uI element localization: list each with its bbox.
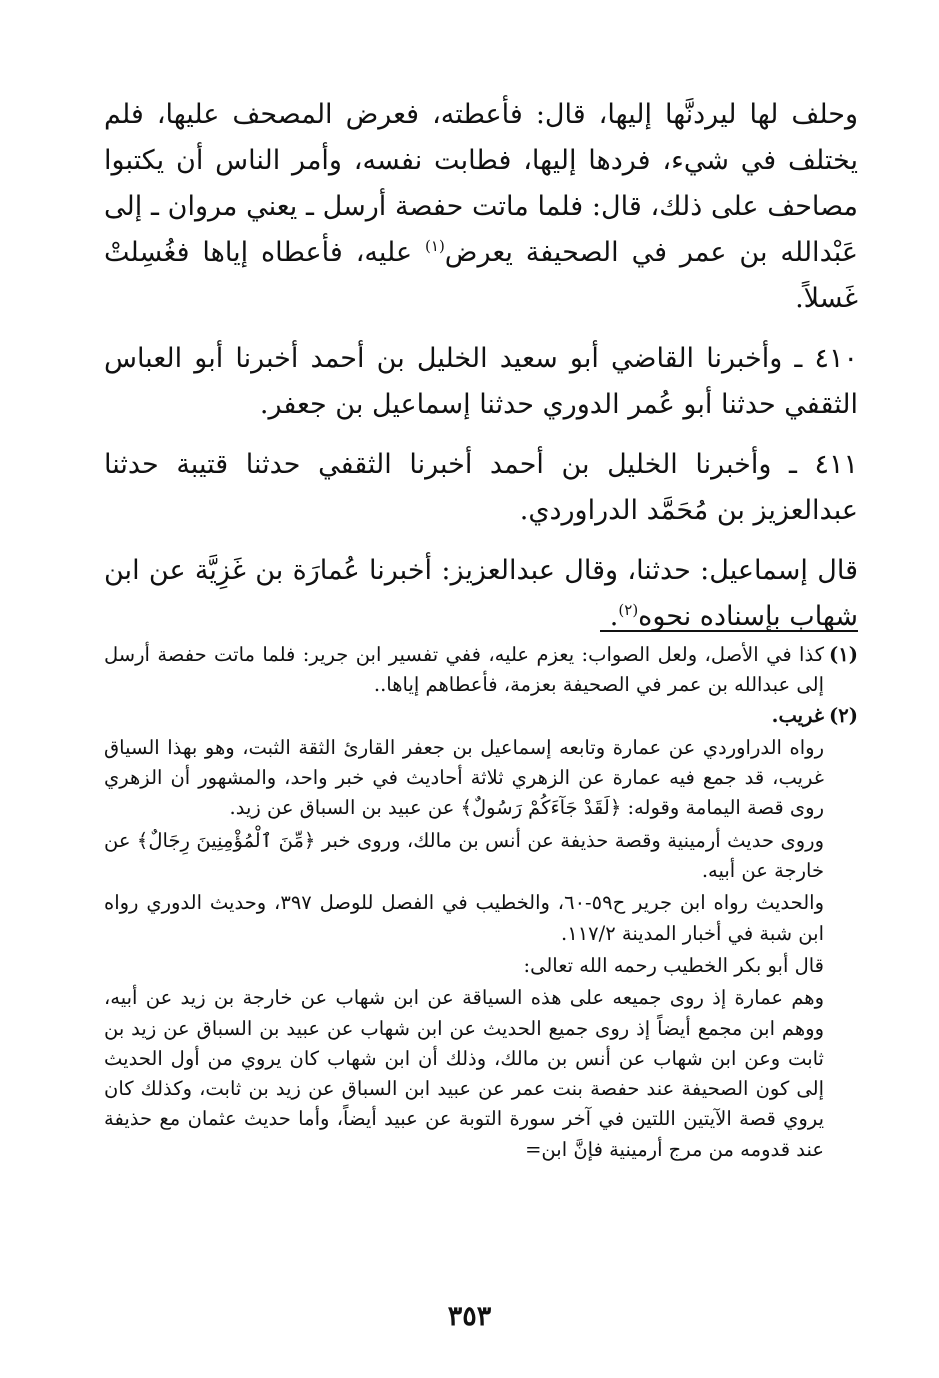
footnote-separator [600, 630, 858, 632]
footnote-ref-1[interactable]: (١) [425, 237, 445, 255]
paragraph-hadith-411: ٤١١ ـ وأخبرنا الخليل بن أحمد أخبرنا الثقفي حدثنا قتيبة حدثنا عبدالعزيز بن مُحَمَّد الدراوردي. [104, 449, 858, 526]
footnote-text: قال أبو بكر الخطيب رحمه الله تعالى: [523, 953, 824, 977]
footnote-text: وهم عمارة إذ روى جميعه على هذه السياقة عن ابن شهاب عن خارجة بن زيد عن أبيه، ووهم ابن مجمع أيضاً إذ روى جميع الحديث عن ابن شهاب عن عبيد بن السباق عن زيد بن ثابت وعن ابن شهاب عن أنس بن مالك، وذلك أن ابن شهاب كان يروي من أول الحديث إلى كون الصحيفة عند حفصة بنت عمر عن عبيد ابن السباق عن زيد بن ثابت، وكذلك كان يروي قصة الآيتين اللتين في آخر سورة التوبة عن عبيد أيضاً، وأما حديث عثمان مع حذيفة عند قدومه من مرج أرمينية فإنَّ ابن= [104, 986, 824, 1161]
page-number: ٣٥٣ [447, 1301, 492, 1332]
footnote-text: رواه الدراوردي عن عمارة وتابعه إسماعيل بن جعفر القارئ الثقة الثبت، وهو بهذا السياق غريب، قد جمع فيه عمارة عن الزهري ثلاثة أحاديث في خبر واحد، والمشهور أن الزهري روى قصة اليمامة وقوله: ﴿لَقَدْ جَآءَكُمْ رَسُولٌ﴾ عن عبيد بن السباق عن زيد. [104, 735, 824, 820]
footnote-verdict: غريب. [771, 703, 824, 727]
footnote-2 [104, 701, 858, 1165]
footnotes [104, 640, 858, 1165]
footnote-number: (٢) [829, 703, 858, 727]
footnote-text: كذا في الأصل، ولعل الصواب: يعزم عليه، ففي تفسير ابن جرير: فلما ماتت حفصة أرسل إلى عبدالله بن عمر في الصحيفة بعزمة، فأعطاهم إياها.. [104, 643, 824, 697]
footnote-text: والحديث رواه ابن جرير ح٥٩-٦٠، والخطيب في الفصل للوصل ٣٩٧، وحديث الدوري رواه ابن شبة في أخبار المدينة ١١٧/٢. [104, 891, 824, 945]
paragraph-hadith-410: ٤١٠ ـ وأخبرنا القاضي أبو سعيد الخليل بن أحمد أخبرنا أبو العباس الثقفي حدثنا أبو عُمر الدوري حدثنا إسماعيل بن جعفر. [104, 343, 858, 420]
footnote-text: وروى حديث أرمينية وقصة حذيفة عن أنس بن مالك، وروى خبر ﴿مِّنَ ٱلْمُؤْمِنِينَ رِجَالٌ﴾ عن خارجة عن أبيه. [104, 828, 824, 883]
footnote-body [104, 701, 824, 1165]
paragraph-isnad-note: قال إسماعيل: حدثنا، وقال عبدالعزيز: أخبرنا عُمارَة بن غَزِيَّة عن ابن شهاب بإسناده نحوه$^{(٢)}$. [104, 555, 858, 632]
footnote-1 [104, 640, 858, 701]
footnote-ref-2[interactable]: (٢) [618, 601, 639, 619]
footnote-body [104, 640, 824, 701]
main-text [104, 92, 858, 654]
paragraph-continuation: وحلف لها ليردنَّها إليها، قال: فأعطته، فعرض المصحف عليها، فلم يختلف في شيء، فردها إليها، فطابت نفسه، وأمر الناس أن يكتبوا مصاحف على ذلك، قال: فلما ماتت حفصة أرسل ـ يعني مروان ـ إلى عَبْدالله بن عمر في الصحيفة يعرض$^{(١)}$ عليه، فأعطاه إياها فغُسِلتْ غَسلاً. [104, 99, 858, 314]
footnote-number: (١) [829, 643, 858, 666]
